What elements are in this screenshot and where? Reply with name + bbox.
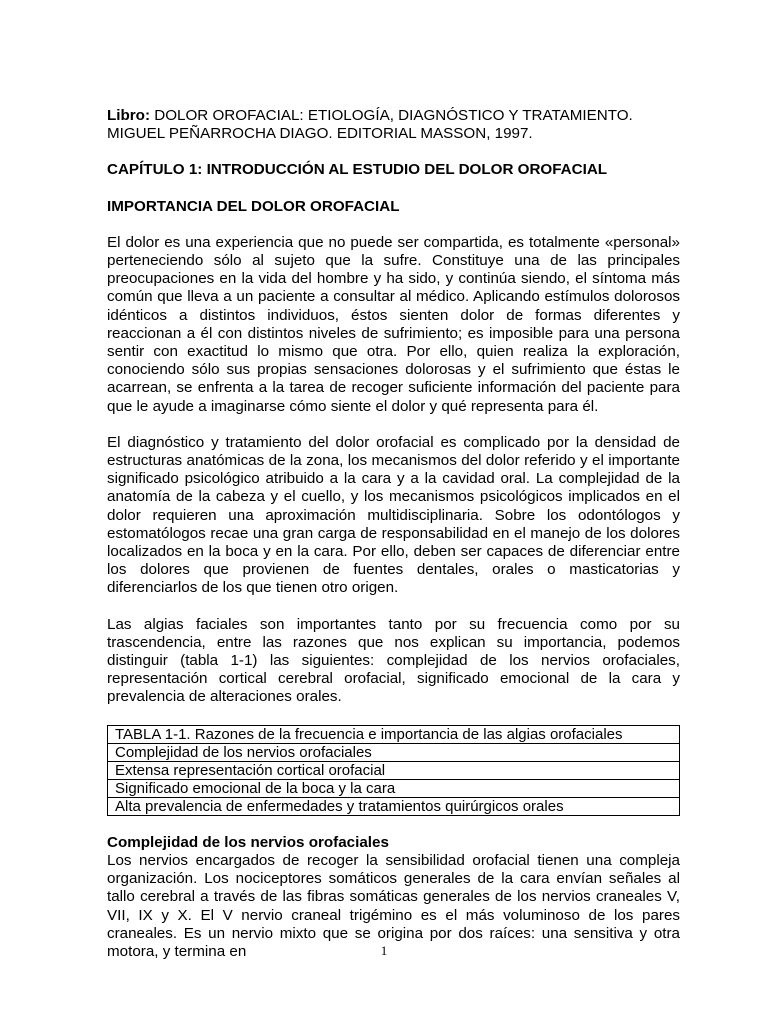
book-reference-text: DOLOR OROFACIAL: ETIOLOGÍA, DIAGNÓSTICO Y TRATAMIENTO. MIGUEL PEÑARROCHA DIAGO. EDITORIAL MASSON, 1997. xyxy=(107,107,633,143)
page-number: 1 xyxy=(380,943,388,958)
reasons-table xyxy=(107,725,680,816)
chapter-title: CAPÍTULO 1: INTRODUCCIÓN AL ESTUDIO DEL DOLOR OROFACIAL xyxy=(107,161,608,179)
subsection-paragraph: Los nervios encargados de recoger la sensibilidad orofacial tienen una compleja organización. Los nociceptores somáticos generales de la cara envían señales al tallo cerebral a través de las fibras somáticas generales de los nervios craneales V, VII, IX y X. El V nervio craneal trigémino es el más voluminoso de los pares craneales. Es un nervio mixto que se origina por dos raíces: una sensitiva y otra motora, y termina en xyxy=(107,851,680,960)
table-cell: Complejidad de los nervios orofaciales xyxy=(108,743,680,761)
section-title: IMPORTANCIA DEL DOLOR OROFACIAL xyxy=(107,197,400,215)
subsection-title: Complejidad de los nervios orofaciales xyxy=(107,833,389,851)
book-reference-label: Libro: xyxy=(107,107,151,124)
book-reference xyxy=(107,107,680,143)
table-row xyxy=(108,761,680,779)
table-row xyxy=(108,743,680,761)
page-content xyxy=(107,107,680,961)
paragraph-3: Las algias faciales son importantes tanto por su frecuencia como por su trascendencia, entre las razones que nos explican su importancia, podemos distinguir (tabla 1-1) las siguientes: complejidad de los nervios orofaciales, representación cortical cerebral orofacial, significado emocional de la cara y prevalencia de alteraciones orales. xyxy=(107,615,680,706)
table-row xyxy=(108,779,680,797)
paragraph-2: El diagnóstico y tratamiento del dolor orofacial es complicado por la densidad de estructuras anatómicas de la zona, los mecanismos del dolor referido y el importante significado psicológico atribuido a la cara y a la cavidad oral. La complejidad de la anatomía de la cabeza y el cuello, y los mecanismos psicológicos implicados en el dolor requieren una aproximación multidisciplinaria. Sobre los odontólogos y estomatólogos recae una gran carga de responsabilidad en el manejo de los dolores localizados en la boca y en la cara. Por ello, deben ser capaces de diferenciar entre los dolores que provienen de fuentes dentales, orales o masticatorias y diferenciarlos de los que tienen otro origen. xyxy=(107,433,680,597)
paragraph-1: El dolor es una experiencia que no puede ser compartida, es totalmente «personal» perteneciendo sólo al sujeto que la sufre. Constituye una de las principales preocupaciones en la vida del hombre y ha sido, y continúa siendo, el síntoma más común que lleva a un paciente a consultar al médico. Aplicando estímulos dolorosos idénticos a distintos individuos, éstos sienten dolor de formas diferentes y reaccionan a él con distintos niveles de sufrimiento; es imposible para una persona sentir con exactitud lo mismo que otra. Por ello, quien realiza la exploración, conociendo sólo sus propias sensaciones dolorosas y el sufrimiento que éstas le acarrean, se enfrenta a la tarea de recoger suficiente información del paciente para que le ayude a imaginarse cómo siente el dolor y qué representa para él. xyxy=(107,233,680,415)
table-caption-row xyxy=(108,725,680,743)
table-cell: Extensa representación cortical orofacial xyxy=(108,761,680,779)
table-cell: Significado emocional de la boca y la cara xyxy=(108,779,680,797)
table-caption: TABLA 1-1. Razones de la frecuencia e importancia de las algias orofaciales xyxy=(108,725,680,743)
table-row xyxy=(108,797,680,815)
table-cell: Alta prevalencia de enfermedades y tratamientos quirúrgicos orales xyxy=(108,797,680,815)
